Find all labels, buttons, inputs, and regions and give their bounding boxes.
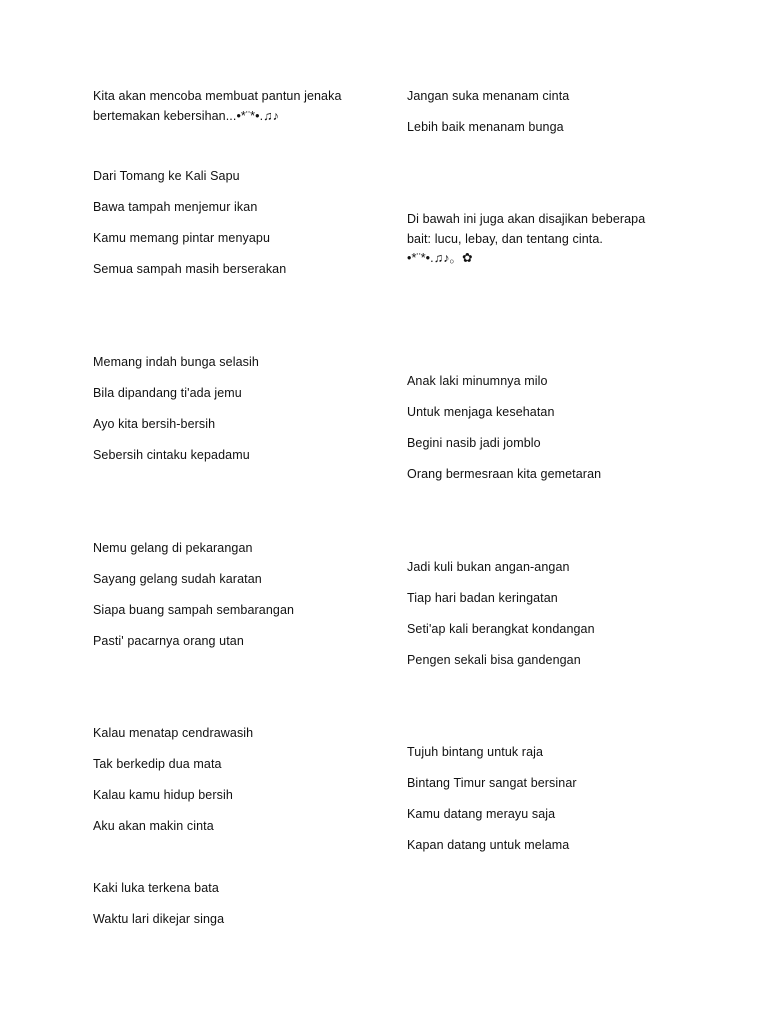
pantun-1-line-3: Kamu memang pintar menyapu [93, 231, 270, 245]
section-intro-line-2: bait: lucu, lebay, dan tentang cinta. [407, 232, 603, 246]
pantun-7-line-2: Tiap hari badan keringatan [407, 591, 558, 605]
pantun-7-line-3: Seti'ap kali berangkat kondangan [407, 622, 595, 636]
pantun-6-line-3: Begini nasib jadi jomblo [407, 436, 541, 450]
pantun-6-line-1: Anak laki minumnya milo [407, 374, 548, 388]
pantun-6-line-4: Orang bermesraan kita gemetaran [407, 467, 602, 481]
pantun-8-line-2: Bintang Timur sangat bersinar [407, 776, 577, 790]
pantun-5-line-1: Kaki luka terkena bata [93, 881, 219, 895]
pantun-1-line-1: Dari Tomang ke Kali Sapu [93, 169, 240, 183]
pantun-6-line-2: Untuk menjaga kesehatan [407, 405, 555, 419]
pantun-5-line-2: Waktu lari dikejar singa [93, 912, 225, 926]
pantun-7-line-4: Pengen sekali bisa gandengan [407, 653, 581, 667]
pantun-7-line-1: Jadi kuli bukan angan-angan [407, 560, 570, 574]
intro-line-1: Kita akan mencoba membuat pantun jenaka [93, 89, 342, 103]
pantun-1-line-2: Bawa tampah menjemur ikan [93, 200, 258, 214]
pantun-4-line-4: Aku akan makin cinta [93, 819, 214, 833]
pantun-8-line-1: Tujuh bintang untuk raja [407, 745, 544, 759]
intro-line-2: bertemakan kebersihan...•*¨*•.♫♪ [93, 109, 279, 123]
pantun-2-line-1: Memang indah bunga selasih [93, 355, 259, 369]
section-intro-line-1: Di bawah ini juga akan disajikan beberapa [407, 212, 646, 226]
pantun-8-line-4: Kapan datang untuk melama [407, 838, 570, 852]
section-intro-ornament: •*¨*•.♫♪。✿ [407, 251, 473, 265]
pantun-8-line-3: Kamu datang merayu saja [407, 807, 556, 821]
pantun-2-line-2: Bila dipandang ti'ada jemu [93, 386, 242, 400]
pantun-4-line-1: Kalau menatap cendrawasih [93, 726, 254, 740]
pantun-3-line-4: Pasti' pacarnya orang utan [93, 634, 244, 648]
pantun-3-line-2: Sayang gelang sudah karatan [93, 572, 262, 586]
pantun-3-line-1: Nemu gelang di pekarangan [93, 541, 253, 555]
pantun-4-line-3: Kalau kamu hidup bersih [93, 788, 233, 802]
pantun-5-line-3: Jangan suka menanam cinta [407, 89, 570, 103]
pantun-3-line-3: Siapa buang sampah sembarangan [93, 603, 295, 617]
pantun-1-line-4: Semua sampah masih berserakan [93, 262, 287, 276]
pantun-5-line-4: Lebih baik menanam bunga [407, 120, 564, 134]
pantun-2-line-3: Ayo kita bersih-bersih [93, 417, 216, 431]
pantun-4-line-2: Tak berkedip dua mata [93, 757, 222, 771]
pantun-2-line-4: Sebersih cintaku kepadamu [93, 448, 250, 462]
